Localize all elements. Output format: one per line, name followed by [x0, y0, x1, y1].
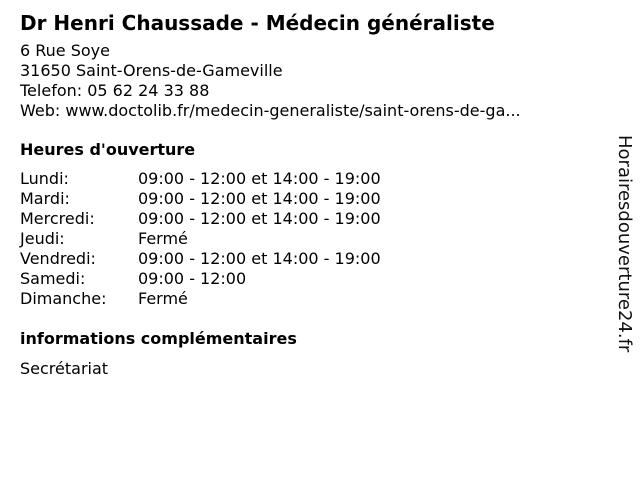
- day-label: Mardi:: [20, 189, 70, 208]
- day-label: Mercredi:: [20, 209, 95, 228]
- web-line: [20, 101, 600, 121]
- day-hours: 09:00 - 12:00: [138, 269, 247, 288]
- day-label: Vendredi:: [20, 249, 96, 268]
- day-label: Samedi:: [20, 269, 86, 288]
- hours-row: [20, 229, 600, 249]
- additional-info-text: Secrétariat: [20, 359, 109, 378]
- day-hours: Fermé: [138, 289, 188, 308]
- hours-row: [20, 249, 600, 269]
- day-hours: 09:00 - 12:00 et 14:00 - 19:00: [138, 169, 381, 188]
- day-label: Dimanche:: [20, 289, 107, 308]
- phone-line: Telefon: 05 62 24 33 88: [20, 81, 210, 100]
- additional-info-heading: informations complémentaires: [20, 329, 297, 348]
- hours-row: [20, 169, 600, 189]
- opening-hours-heading: Heures d'ouverture: [20, 140, 196, 159]
- day-hours: Fermé: [138, 229, 188, 248]
- day-hours: 09:00 - 12:00 et 14:00 - 19:00: [138, 189, 381, 208]
- listing-card: [20, 9, 600, 379]
- hours-row: [20, 209, 600, 229]
- address-line-1: 6 Rue Soye: [20, 41, 110, 60]
- hours-row: [20, 289, 600, 309]
- address-line-2: 31650 Saint-Orens-de-Gameville: [20, 61, 283, 80]
- day-label: Lundi:: [20, 169, 69, 188]
- web-label: Web:: [20, 101, 66, 120]
- day-label: Jeudi:: [20, 229, 65, 248]
- day-hours: 09:00 - 12:00 et 14:00 - 19:00: [138, 249, 381, 268]
- site-watermark: Horairesdouverture24.fr: [614, 135, 635, 353]
- hours-row: [20, 189, 600, 209]
- day-hours: 09:00 - 12:00 et 14:00 - 19:00: [138, 209, 381, 228]
- web-link[interactable]: www.doctolib.fr/medecin-generaliste/saint-orens-de-ga...: [65, 101, 521, 120]
- hours-row: [20, 269, 600, 289]
- page-title: Dr Henri Chaussade - Médecin généraliste: [20, 11, 495, 35]
